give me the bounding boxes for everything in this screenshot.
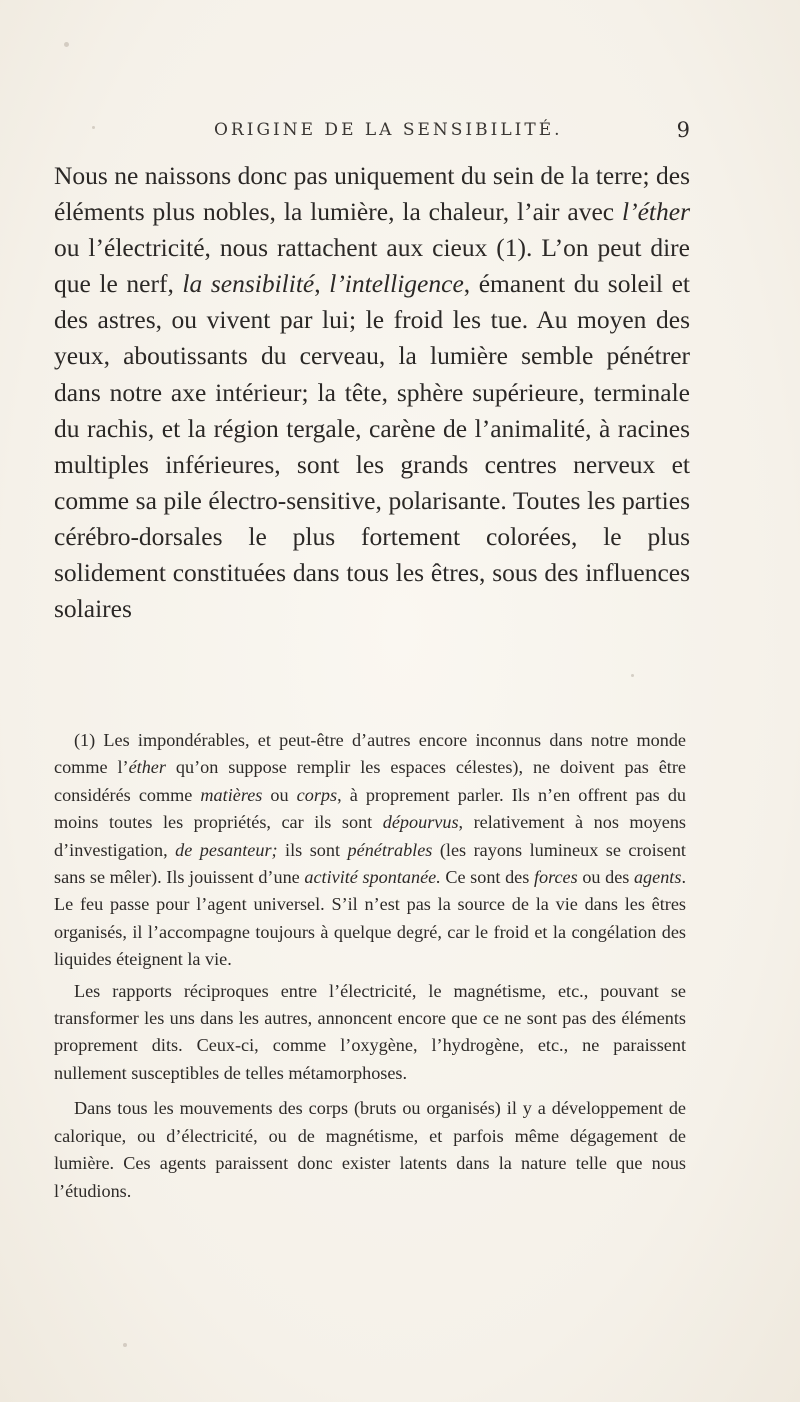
body-text-run: Nous ne naissons donc pas uniquement du sein de la terre; des éléments plus nobles, la lumière, la chaleur, l’air avec <box>54 161 690 227</box>
body-italic-run: l’intelligence <box>329 269 464 299</box>
footnote-italic-run: dépourvus <box>382 812 459 833</box>
footnote-text-run: (1) Les impondérables, et peut-être d’autres encore inconnus dans notre monde comme l’ <box>54 730 686 778</box>
footnote-text-run: (les rayons lumineux se croisent sans se mêler). Ils jouissent d’une <box>54 839 686 888</box>
body-paragraph <box>54 158 690 627</box>
footnotes <box>54 727 686 1213</box>
body-text-run: , émanent du soleil et des astres, ou vivent par lui; le froid les tue. Au moyen des yeux, aboutissants du cerveau, la lumière semble pénétrer dans notre axe intérieur; la tête, sphère supérieure, terminale du rachis, et la région tergale, carène de l’animalité, à racines multiples inférieures, sont les grands centres nerveux et comme sa pile électro-sensitive, polarisante. Toutes les parties cérébro-dorsales le plus fortement colorées, le plus solidement constituées dans tous les êtres, sous des influences solaires <box>54 269 691 624</box>
footnote-italic-run: de pesanteur; <box>175 839 278 860</box>
footnote-text-run: . Le feu passe pour l’agent universel. S’il n’est pas la source de la vie dans les êtres organisés, il l’accompagne toujours à quelque degré, car le froid et la congélation des liquides éteignent la vie. <box>54 867 686 970</box>
footnote-italic-run: pénétrables <box>347 839 433 860</box>
footnote-italic-run: éther <box>128 757 166 778</box>
running-head: ORIGINE DE LA SENSIBILITÉ. <box>214 120 563 140</box>
footnote-italic-run: forces <box>533 867 578 888</box>
paper-speck <box>123 1343 127 1347</box>
footnote-italic-run: agents <box>633 867 682 888</box>
footnote-text-run: , relativement à nos moyens d’investigation, <box>54 812 686 860</box>
page-number: 9 <box>676 118 690 142</box>
footnote-1 <box>54 727 686 974</box>
body-italic-run: la sensibilité <box>182 269 315 299</box>
paper-speck <box>631 674 634 677</box>
footnote-italic-run: matières <box>200 784 263 805</box>
footnote-text-run: qu’on suppose remplir les espaces célestes), ne doivent pas être considérés comme <box>54 757 686 805</box>
footnote-text-run: ou des <box>577 867 634 888</box>
page-header <box>54 118 690 148</box>
body-text-run: ou l’électricité, nous rattachent aux cieux (1). L’on peut dire que le nerf, <box>54 233 690 299</box>
footnote-paragraph-2: Les rapports réciproques entre l’électricité, le magnétisme, etc., pouvant se transformer les uns dans les autres, annoncent encore que ce ne sont pas des éléments proprement dits. Ceux-ci, comme l’oxygène, l’hydrogène, etc., ne paraissent nullement susceptibles de telles métamorphoses. <box>54 980 686 1083</box>
footnote-paragraph-3: Dans tous les mouvements des corps (bruts ou organisés) il y a développement de calorique, ou d’électricité, ou de magnétisme, et parfois même dégagement de lumière. Ces agents paraissent donc exister latents dans la nature telle que nous l’étudions. <box>54 1098 686 1201</box>
footnote-italic-run: corps <box>296 784 338 805</box>
footnote-text-run: ils sont <box>277 839 348 860</box>
footnote-text-run: , à proprement parler. Ils n’en offrent pas du moins toutes les propriétés, car ils sont <box>54 784 687 833</box>
footnote-italic-run: activité spontanée. <box>304 867 441 888</box>
body-text-run: , <box>314 269 330 299</box>
footnote-text-run: ou <box>262 784 297 805</box>
paper-speck <box>64 42 69 47</box>
footnote-text-run: Ce sont des <box>440 867 534 888</box>
body-italic-run: l’éther <box>622 197 690 227</box>
